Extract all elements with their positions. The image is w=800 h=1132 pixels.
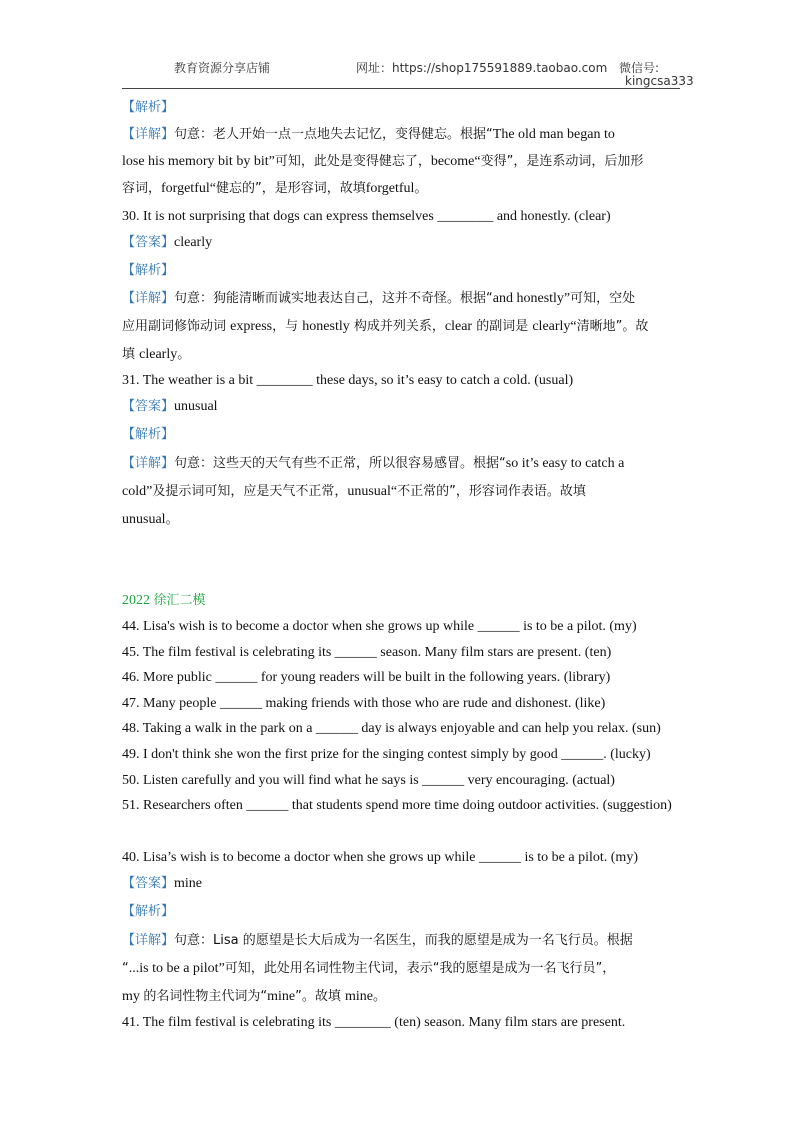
text-segment: honestly: [302, 319, 350, 334]
text-segment: 48. Taking a walk in the park on a ______ day is always enjoyable and can help you relax. (sun): [122, 721, 661, 736]
text-line: [122, 772, 682, 790]
text-line: [122, 797, 682, 815]
text-line: [122, 455, 682, 473]
text-segment: ...is to be a pilot”: [128, 961, 225, 976]
text-line: [122, 903, 682, 921]
label-tag: 【详解】: [122, 127, 175, 142]
text-segment: 。: [177, 347, 191, 362]
text-segment: 46. More public ______ for young readers will be built in the following years. (library): [122, 670, 611, 685]
text-segment: so it’s easy to catch a: [505, 456, 625, 471]
text-segment: unusual“: [347, 484, 398, 499]
shop-name: 教育资源分享店铺: [174, 61, 271, 75]
text-line: [122, 372, 682, 390]
text-segment: 49. I don't think she won the first prize for the singing contest simply by good ______. (lucky): [122, 747, 651, 762]
text-segment: 可知，此处用名词性物主代词，表示“我的愿望是成为一名飞行员”，: [224, 961, 616, 976]
text-segment: ，与: [272, 319, 303, 334]
shop-url: 网址：https://shop175591889.taobao.com: [356, 61, 608, 75]
text-segment: 句意：老人开始一点一点地失去记忆，变得健忘。根据“: [174, 127, 493, 142]
text-line: [122, 234, 682, 252]
label-tag: 【解析】: [122, 904, 175, 919]
text-segment: ”。故填: [295, 989, 346, 1004]
text-segment: 30. It is not surprising that dogs can express themselves ________ and honestly. (clear): [122, 209, 611, 224]
text-segment: 句意：Lisa 的愿望是长大后成为一名医生，而我的愿望是成为一名飞行员。根据: [174, 933, 633, 948]
text-line: [122, 346, 682, 364]
text-line: [122, 426, 682, 444]
text-line: [122, 644, 682, 662]
text-segment: unusual: [174, 399, 218, 414]
wechat-id: kingcsa333: [625, 74, 694, 88]
text-segment: The old man began to: [492, 127, 615, 142]
text-segment: 填: [122, 347, 140, 362]
text-segment: 45. The film festival is celebrating its ______ season. Many film stars are present. (ten): [122, 645, 612, 660]
text-line: [122, 398, 682, 416]
text-segment: forgetful“: [161, 181, 216, 196]
text-segment: lose his memory bit by bit”: [122, 154, 275, 169]
text-segment: 50. Listen carefully and you will find what he says is ______ very encouraging. (actual): [122, 773, 615, 788]
text-segment: “: [122, 961, 129, 976]
text-segment: clearly: [139, 347, 178, 362]
text-line: [122, 1014, 682, 1032]
text-line: [122, 669, 682, 687]
text-segment: clearly: [174, 235, 213, 250]
text-line: [122, 849, 682, 867]
text-segment: 40. Lisa’s wish is to become a doctor when she grows up while ______ is to be a pilot. (my): [122, 850, 638, 865]
text-segment: forgetful: [365, 181, 415, 196]
label-tag: 【解析】: [122, 427, 175, 442]
text-segment: express: [230, 319, 273, 334]
text-segment: 容词，: [122, 181, 162, 196]
text-line: [122, 483, 682, 501]
text-segment: 及提示词可知，应是天气不正常，: [152, 484, 348, 499]
label-tag: 【详解】: [122, 933, 175, 948]
label-tag: 【详解】: [122, 456, 175, 471]
text-segment: 清晰地”。故: [576, 319, 649, 334]
text-segment: 构成并列关系，: [349, 319, 445, 334]
text-segment: and honestly”: [492, 291, 571, 306]
text-segment: 的名词性物主代词为“: [143, 989, 268, 1004]
text-line: [122, 208, 682, 226]
text-segment: 健忘的”，是形容词，故填: [215, 181, 366, 196]
text-segment: 不正常的”，形容词作表语。故填: [397, 484, 586, 499]
wechat-label: 微信号:: [619, 61, 660, 75]
text-line: [122, 746, 682, 764]
text-line: [122, 99, 682, 117]
text-segment: 。: [373, 989, 387, 1004]
text-segment: 句意：这些天的天气有些不正常，所以很容易感冒。根据“: [174, 456, 506, 471]
label-tag: 【解析】: [122, 263, 175, 278]
text-line: [122, 875, 682, 893]
text-segment: 应用副词修饰动词: [122, 319, 231, 334]
text-segment: 徐汇二模: [153, 593, 206, 608]
text-segment: unusual: [122, 512, 166, 527]
text-line: [122, 618, 682, 636]
text-segment: 41. The film festival is celebrating its ________ (ten) season. Many film stars are present.: [122, 1015, 626, 1030]
text-segment: 51. Researchers often ______ that students spend more time doing outdoor activities. (suggestion): [122, 798, 672, 813]
text-segment: 变得”，是连系动词，后加形: [480, 154, 644, 169]
text-line: [122, 932, 682, 950]
text-line: [122, 318, 682, 336]
text-segment: mine: [174, 876, 203, 891]
text-segment: clearly“: [532, 319, 577, 334]
text-line: [122, 511, 682, 529]
text-segment: 。: [165, 512, 179, 527]
text-segment: 2022: [122, 593, 154, 608]
text-segment: 可知，此处是变得健忘了，: [274, 154, 431, 169]
text-line: [122, 695, 682, 713]
text-line: [122, 126, 682, 144]
text-line: [122, 153, 682, 171]
text-segment: 44. Lisa's wish is to become a doctor when she grows up while ______ is to be a pilot. (my): [122, 619, 637, 634]
text-line: [122, 720, 682, 738]
text-line: [122, 960, 682, 978]
text-line: [122, 988, 682, 1006]
text-segment: 的副词是: [472, 319, 533, 334]
text-segment: mine: [345, 989, 374, 1004]
text-segment: 句意：狗能清晰而诚实地表达自己，这并不奇怪。根据“: [174, 291, 493, 306]
label-tag: 【答案】: [122, 235, 175, 250]
label-tag: 【答案】: [122, 399, 175, 414]
text-segment: become“: [430, 154, 481, 169]
text-segment: clear: [444, 319, 473, 334]
label-tag: 【详解】: [122, 291, 175, 306]
text-line: [122, 262, 682, 280]
text-segment: 。: [414, 181, 428, 196]
section-heading: [122, 592, 682, 610]
text-segment: cold”: [122, 484, 153, 499]
text-segment: 31. The weather is a bit ________ these days, so it’s easy to catch a cold. (usual): [122, 373, 574, 388]
label-tag: 【答案】: [122, 876, 175, 891]
label-tag: 【解析】: [122, 100, 175, 115]
text-line: [122, 290, 682, 308]
text-segment: mine: [267, 989, 296, 1004]
text-segment: 47. Many people ______ making friends with those who are rude and dishonest. (like): [122, 696, 606, 711]
text-segment: my: [122, 989, 144, 1004]
text-segment: 可知，空处: [570, 291, 636, 306]
text-line: [122, 180, 682, 198]
